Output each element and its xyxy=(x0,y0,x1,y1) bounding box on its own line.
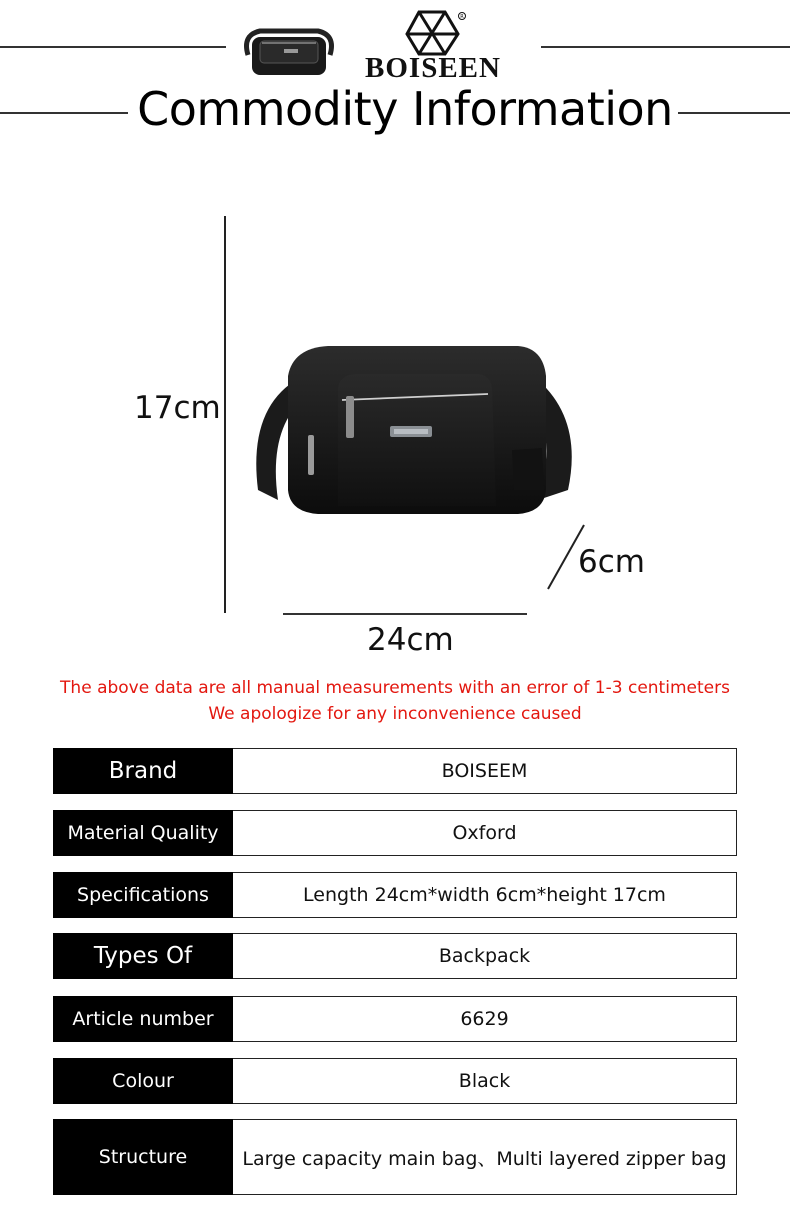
spec-row-brand xyxy=(53,748,737,794)
height-dimension-line xyxy=(224,216,226,613)
spec-value: 6629 xyxy=(233,996,737,1042)
spec-value: BOISEEM xyxy=(233,748,737,794)
spec-label: Colour xyxy=(53,1058,233,1104)
spec-row-colour xyxy=(53,1058,737,1104)
title-rule-left xyxy=(0,112,128,114)
apology-notice: We apologize for any inconvenience caused xyxy=(208,704,582,724)
spec-label: Structure xyxy=(53,1119,233,1195)
spec-value: Large capacity main bag、Multi layered zipper bag xyxy=(233,1119,737,1195)
spec-label: Article number xyxy=(53,996,233,1042)
spec-value: Black xyxy=(233,1058,737,1104)
spec-row-specifications xyxy=(53,872,737,918)
spec-row-type xyxy=(53,933,737,979)
height-dimension-label: 17cm xyxy=(134,390,221,426)
depth-dimension-label: 6cm xyxy=(578,544,645,580)
spec-row-article-number xyxy=(53,996,737,1042)
header-bag-icon xyxy=(238,25,340,79)
spec-value: Oxford xyxy=(233,810,737,856)
spec-row-material xyxy=(53,810,737,856)
width-dimension-line xyxy=(283,613,527,615)
svg-text:R: R xyxy=(460,14,464,20)
brand-wordmark: BOISEEN xyxy=(365,52,501,84)
title-rule-right xyxy=(678,112,790,114)
header-rule-right xyxy=(541,46,790,48)
page-title: Commodity Information xyxy=(137,82,673,136)
spec-row-structure xyxy=(53,1119,737,1195)
width-dimension-label: 24cm xyxy=(367,622,454,658)
spec-label: Material Quality xyxy=(53,810,233,856)
spec-value: Length 24cm*width 6cm*height 17cm xyxy=(233,872,737,918)
header-rule-left xyxy=(0,46,226,48)
brand-logo-icon xyxy=(405,10,467,56)
measurement-notice: The above data are all manual measurements with an error of 1-3 centimeters xyxy=(60,678,730,698)
spec-label: Types Of xyxy=(53,933,233,979)
spec-label: Specifications xyxy=(53,872,233,918)
product-bag-image xyxy=(238,340,588,525)
spec-label: Brand xyxy=(53,748,233,794)
spec-value: Backpack xyxy=(233,933,737,979)
